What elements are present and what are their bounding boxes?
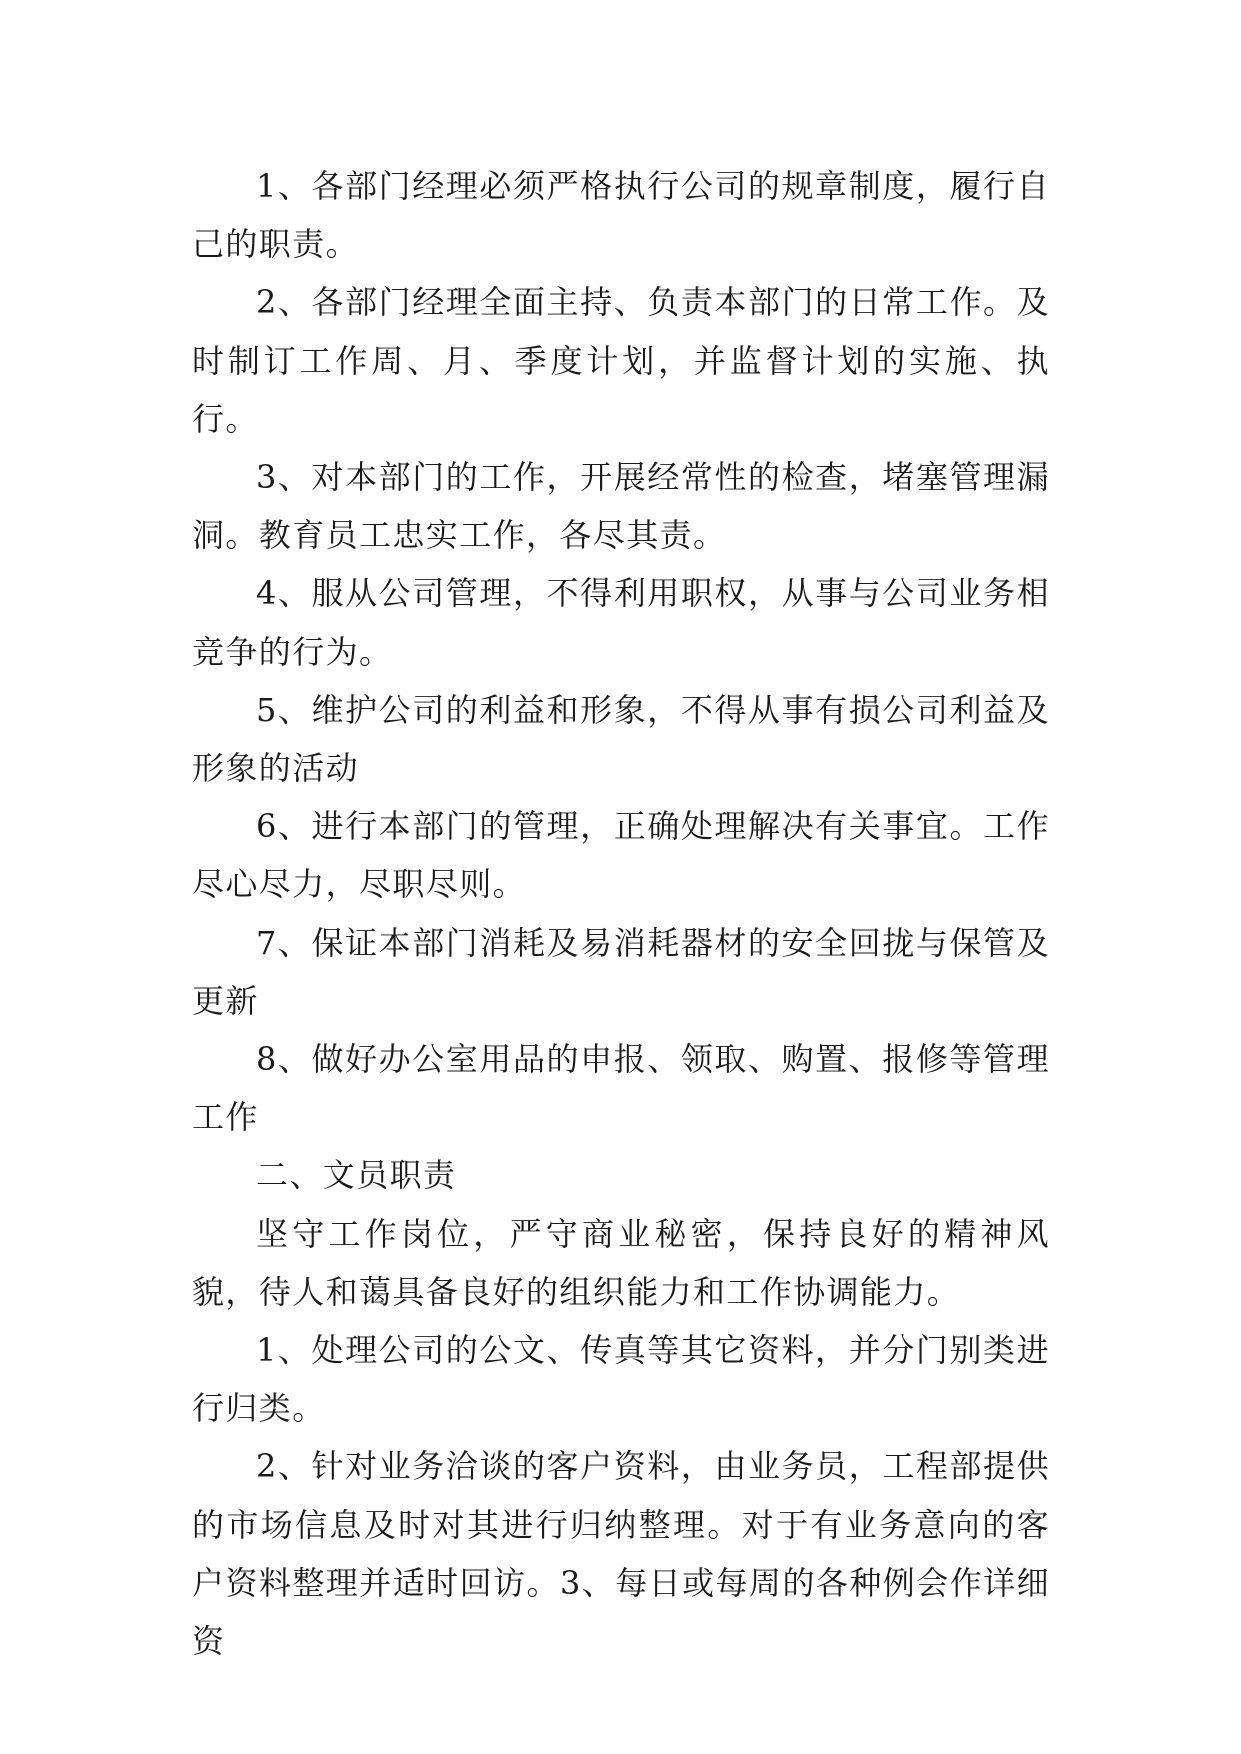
- paragraph-manager-duty-6: 6、进行本部门的管理，正确处理解决有关事宜。工作尽心尽力，尽职尽则。: [192, 807, 1050, 904]
- paragraph-manager-duty-5: 5、维护公司的利益和形象，不得从事有损公司利益及形象的活动: [192, 690, 1050, 788]
- paragraph-clerk-duty-2: 2、针对业务洽谈的客户资料，由业务员，工程部提供的市场信息及时对其进行归纳整理。对于有业务意向的客户资料整理并适时回访。3、每日或每周的各种例会作详细资: [192, 1447, 1050, 1661]
- paragraph-clerk-duty-1: 1、处理公司的公文、传真等其它资料，并分门别类进行归类。: [192, 1331, 1050, 1428]
- section-heading-clerk-duties: 二、文员职责: [256, 1156, 457, 1195]
- document-body: [192, 157, 1050, 1670]
- paragraph-manager-duty-7: 7、保证本部门消耗及易消耗器材的安全回拢与保管及更新: [192, 923, 1050, 1020]
- paragraph-manager-duty-1: 1、各部门经理必须严格执行公司的规章制度，履行自己的职责。: [192, 167, 1050, 264]
- paragraph-clerk-intro: 坚守工作岗位，严守商业秘密，保持良好的精神风貌，待人和蔼具备良好的组织能力和工作协调能力。: [192, 1214, 1050, 1311]
- paragraph-manager-duty-3: 3、对本部门的工作，开展经常性的检查，堵塞管理漏洞。教育员工忠实工作，各尽其责。: [192, 458, 1050, 555]
- paragraph-manager-duty-4: 4、服从公司管理，不得利用职权，从事与公司业务相竞争的行为。: [192, 574, 1050, 671]
- paragraph-manager-duty-2: 2、各部门经理全面主持、负责本部门的日常工作。及时制订工作周、月、季度计划，并监督计划的实施、执行。: [192, 283, 1050, 438]
- paragraph-manager-duty-8: 8、做好办公室用品的申报、领取、购置、报修等管理工作: [192, 1040, 1050, 1137]
